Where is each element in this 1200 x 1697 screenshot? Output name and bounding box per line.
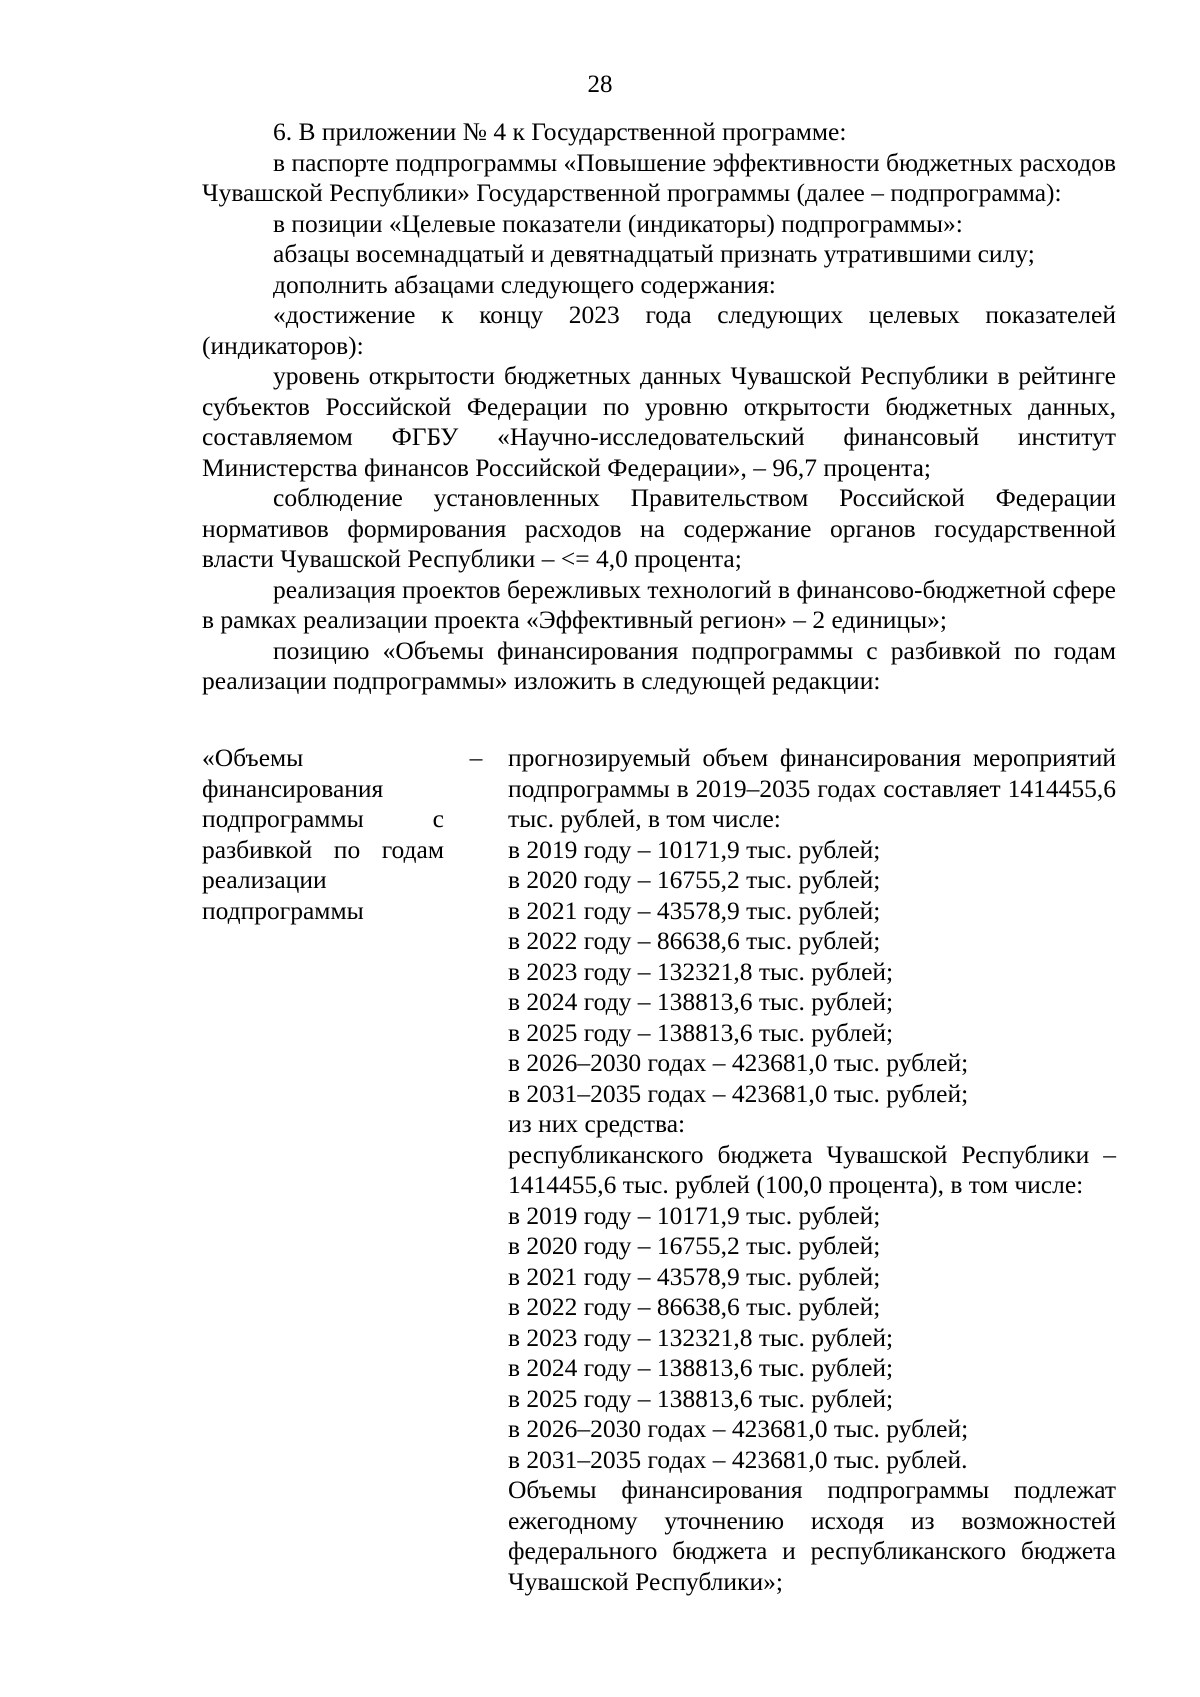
year-line: в 2019 году – 10171,9 тыс. рублей;: [508, 1200, 881, 1230]
year-line: в 2020 году – 16755,2 тыс. рублей;: [508, 865, 881, 894]
year-line: в 2031–2035 годах – 423681,0 тыс. рублей;: [508, 1078, 969, 1108]
year-line: в 2019 году – 10171,9 тыс. рублей;: [508, 834, 881, 864]
financing-intro: прогнозируемый объем финансирования мероприятий подпрограммы в 2019–2035 годах составляет 1414455,6 тыс. рублей, в том числе:: [508, 743, 1116, 833]
paragraph: позицию «Объемы финансирования подпрограммы с разбивкой по годам реализации подпрограммы» изложить в следующей редакции:: [202, 635, 1116, 695]
paragraph: реализация проектов бережливых технологий в финансово-бюджетной сфере в рамках реализации проекта «Эффективный регион» – 2 единицы»;: [202, 574, 1116, 634]
year-line: в 2026–2030 годах – 423681,0 тыс. рублей;: [508, 1048, 969, 1077]
republic-budget-line: республиканского бюджета Чувашской Республики – 1414455,6 тыс. рублей (100,0 процента), в том числе:: [508, 1139, 1116, 1199]
year-line: в 2023 году – 132321,8 тыс. рублей;: [508, 956, 894, 986]
page-number: 28: [587, 71, 613, 98]
paragraph: в паспорте подпрограммы «Повышение эффективности бюджетных расходов Чувашской Республики» Государственной программы (далее – подпрограмма):: [202, 147, 1116, 207]
table-content: [508, 743, 1116, 1597]
sources-label: из них средства:: [508, 1109, 686, 1138]
year-line: в 2023 году – 132321,8 тыс. рублей;: [508, 1322, 894, 1352]
year-line: в 2025 году – 138813,6 тыс. рублей;: [508, 1017, 894, 1047]
year-line: в 2022 году – 86638,6 тыс. рублей;: [508, 1292, 881, 1321]
year-line: в 2022 году – 86638,6 тыс. рублей;: [508, 926, 881, 955]
year-line: в 2021 году – 43578,9 тыс. рублей;: [508, 895, 881, 925]
year-line: в 2025 году – 138813,6 тыс. рублей;: [508, 1383, 894, 1413]
paragraph: соблюдение установленных Правительством Российской Федерации нормативов формирования расходов на содержание органов государственной власти Чувашской Республики – <= 4,0 процента;: [202, 483, 1116, 573]
table-dash: –: [469, 743, 483, 772]
paragraph: дополнить абзацами следующего содержания:: [273, 269, 776, 299]
paragraph: в позиции «Целевые показатели (индикаторы) подпрограммы»:: [273, 208, 963, 238]
paragraph: «достижение к концу 2023 года следующих целевых показателей (индикаторов):: [202, 300, 1116, 360]
financing-table: [202, 743, 1116, 1597]
table-position-label: «Объемы финансирования подпрограммы с разбивкой по годам реализации подпрограммы: [202, 743, 444, 925]
year-line: в 2020 году – 16755,2 тыс. рублей;: [508, 1231, 881, 1260]
paragraph: абзацы восемнадцатый и девятнадцатый признать утратившими силу;: [273, 239, 1035, 268]
year-line: в 2021 году – 43578,9 тыс. рублей;: [508, 1261, 881, 1291]
year-line: в 2024 году – 138813,6 тыс. рублей;: [508, 1353, 894, 1382]
paragraph: 6. В приложении № 4 к Государственной программе:: [273, 117, 847, 146]
document-body: [202, 117, 1116, 697]
year-line: в 2026–2030 годах – 423681,0 тыс. рублей;: [508, 1414, 969, 1443]
paragraph: уровень открытости бюджетных данных Чувашской Республики в рейтинге субъектов Российской Федерации по уровню открытости бюджетных данных, составляемом ФГБУ «Научно-исследовательский финансовый институт Министерства финансов Российской Федерации», – 96,7 процента;: [202, 361, 1116, 482]
year-line: в 2031–2035 годах – 423681,0 тыс. рублей.: [508, 1444, 968, 1474]
year-line: в 2024 году – 138813,6 тыс. рублей;: [508, 987, 894, 1016]
closing-note: Объемы финансирования подпрограммы подлежат ежегодному уточнению исходя из возможностей федерального бюджета и республиканского бюджета Чувашской Республики»;: [508, 1475, 1116, 1596]
